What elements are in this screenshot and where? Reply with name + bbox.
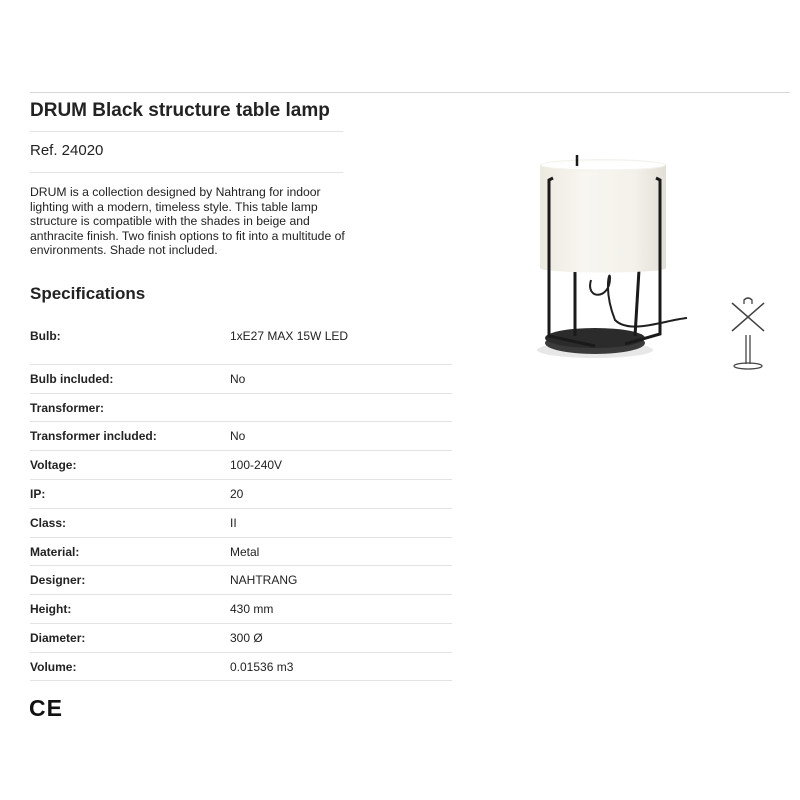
spec-row — [30, 624, 452, 653]
product-description: DRUM is a collection designed by Nahtrang for indoor lighting with a modern, timeless style. This table lamp structure is compatible with the shades in beige and anthracite finish. Two finish options to fit into a multitude of environments. Shade not included. — [30, 185, 345, 258]
dimensions-icon — [728, 297, 768, 372]
spec-label: Bulb: — [30, 329, 61, 343]
spec-label: Voltage: — [30, 458, 77, 472]
spec-row — [30, 595, 452, 624]
specifications-heading: Specifications — [30, 284, 146, 303]
spec-value: 20 — [230, 487, 244, 501]
spec-label: Material: — [30, 545, 80, 559]
spec-label: Designer: — [30, 573, 86, 587]
spec-label: Transformer included: — [30, 429, 157, 443]
title-divider — [30, 131, 343, 132]
spec-row — [30, 365, 452, 394]
top-divider — [30, 92, 790, 93]
spec-row — [30, 422, 452, 451]
specifications-table — [30, 320, 452, 681]
spec-row — [30, 566, 452, 595]
spec-row — [30, 451, 452, 480]
spec-value: II — [230, 516, 237, 530]
spec-label: Transformer: — [30, 401, 105, 415]
spec-value: 1xE27 MAX 15W LED — [230, 329, 349, 343]
spec-row — [30, 538, 452, 566]
spec-value: NAHTRANG — [230, 573, 298, 587]
spec-value: 0.01536 m3 — [230, 660, 294, 674]
spec-row — [30, 653, 452, 681]
table-lamp-photo — [515, 150, 695, 365]
spec-label: Height: — [30, 602, 72, 616]
spec-label: IP: — [30, 487, 46, 501]
spec-row — [30, 320, 452, 365]
spec-value: No — [230, 372, 246, 386]
reference-divider — [30, 172, 343, 173]
spec-value: 430 mm — [230, 602, 274, 616]
spec-row — [30, 394, 452, 422]
spec-label: Class: — [30, 516, 67, 530]
spec-value: 300 Ø — [230, 631, 263, 645]
ce-mark: CE — [29, 695, 63, 721]
spec-row — [30, 509, 452, 538]
spec-value: Metal — [230, 545, 260, 559]
spec-value: 100-240V — [230, 458, 283, 472]
spec-label: Volume: — [30, 660, 77, 674]
page-title: DRUM Black structure table lamp — [30, 100, 330, 121]
spec-row — [30, 480, 452, 509]
product-reference: Ref. 24020 — [30, 142, 104, 159]
spec-value: No — [230, 429, 246, 443]
spec-label: Bulb included: — [30, 372, 114, 386]
spec-label: Diameter: — [30, 631, 86, 645]
